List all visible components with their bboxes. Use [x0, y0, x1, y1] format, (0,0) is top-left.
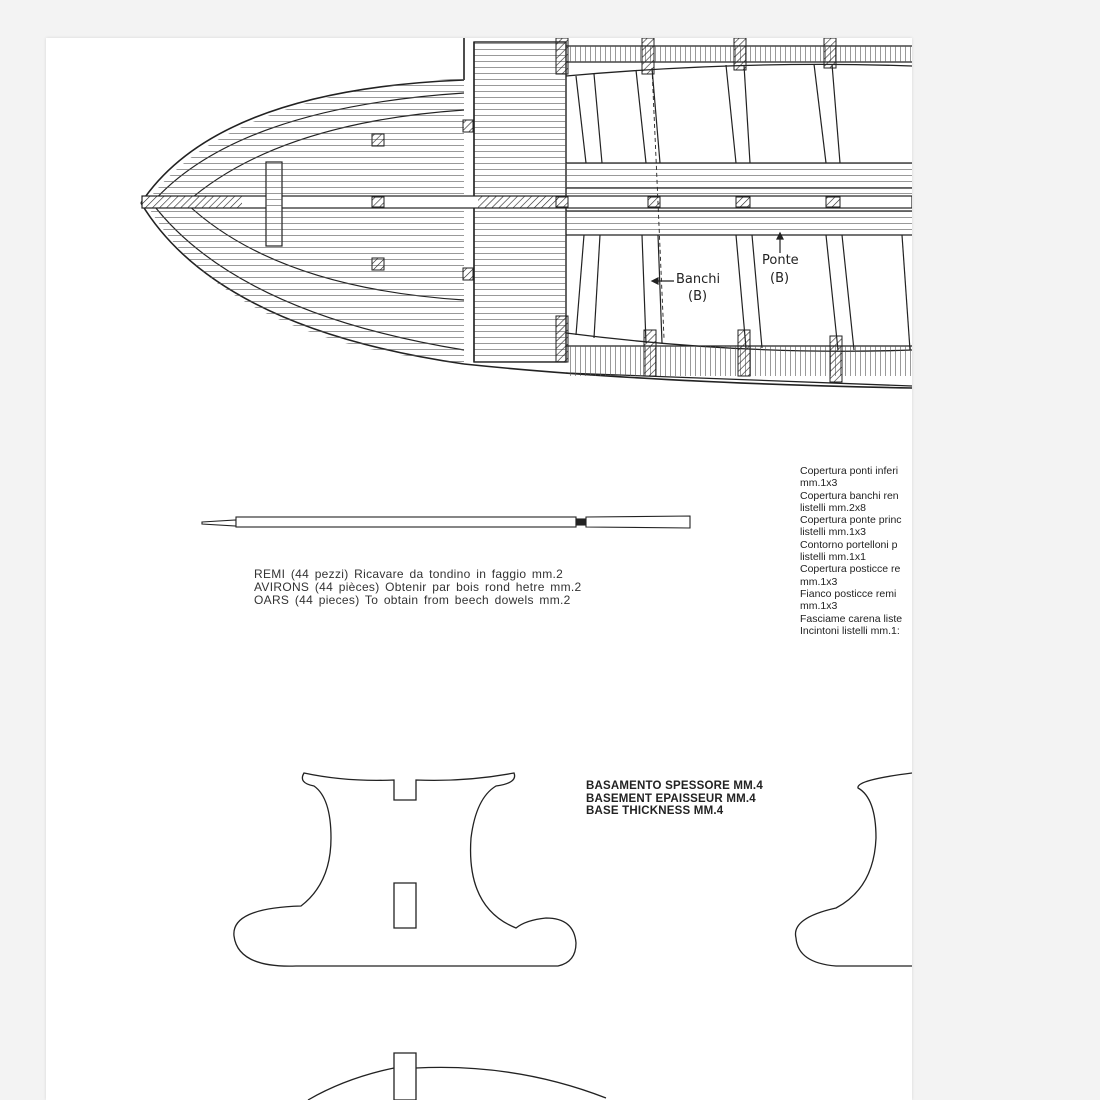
base-caption — [586, 780, 763, 818]
base-stand-right — [796, 773, 913, 966]
oar-drawing — [202, 516, 690, 528]
plank-list-line: Fianco posticce remi — [800, 587, 897, 600]
base-stand-left — [234, 773, 606, 1100]
plank-list-line: Contorno portelloni p — [800, 538, 898, 551]
plank-list — [800, 465, 902, 637]
plank-list-line: listelli mm.1x3 — [800, 526, 866, 539]
oars-caption — [254, 568, 582, 607]
plank-list-line: Copertura banchi ren — [800, 489, 899, 502]
plank-list-line: mm.1x3 — [800, 575, 838, 588]
base-caption-fr: BASEMENT EPAISSEUR MM.4 — [586, 792, 756, 805]
plank-list-line: Incintoni listelli mm.1: — [800, 624, 900, 637]
label-ponte: Ponte — [762, 253, 799, 268]
plank-list-line: Fasciame carena liste — [800, 612, 903, 625]
label-banchi-ref: (B) — [688, 289, 708, 304]
plank-list-line: Copertura posticce re — [800, 563, 901, 576]
plan-sheet — [46, 38, 912, 1100]
plank-list-line: Copertura ponti inferi — [800, 465, 899, 477]
plank-list-line: listelli mm.2x8 — [800, 501, 866, 514]
plank-list-line: listelli mm.1x1 — [800, 551, 866, 564]
plank-list-line: Copertura ponte princ — [800, 514, 902, 527]
plank-list-line: mm.1x3 — [800, 600, 838, 613]
oars-caption-fr: AVIRONS (44 pièces) Obtenir par bois rond hetre mm.2 — [254, 580, 582, 594]
plank-list-line: mm.1x3 — [800, 477, 838, 490]
oars-caption-it: REMI (44 pezzi) Ricavare da tondino in faggio mm.2 — [254, 567, 564, 581]
label-ponte-ref: (B) — [770, 271, 790, 286]
oars-caption-en: OARS (44 pieces) To obtain from beech dowels mm.2 — [254, 593, 571, 607]
base-caption-en: BASE THICKNESS MM.4 — [586, 805, 724, 817]
label-banchi: Banchi — [676, 272, 721, 287]
base-caption-it: BASAMENTO SPESSORE MM.4 — [586, 780, 763, 792]
